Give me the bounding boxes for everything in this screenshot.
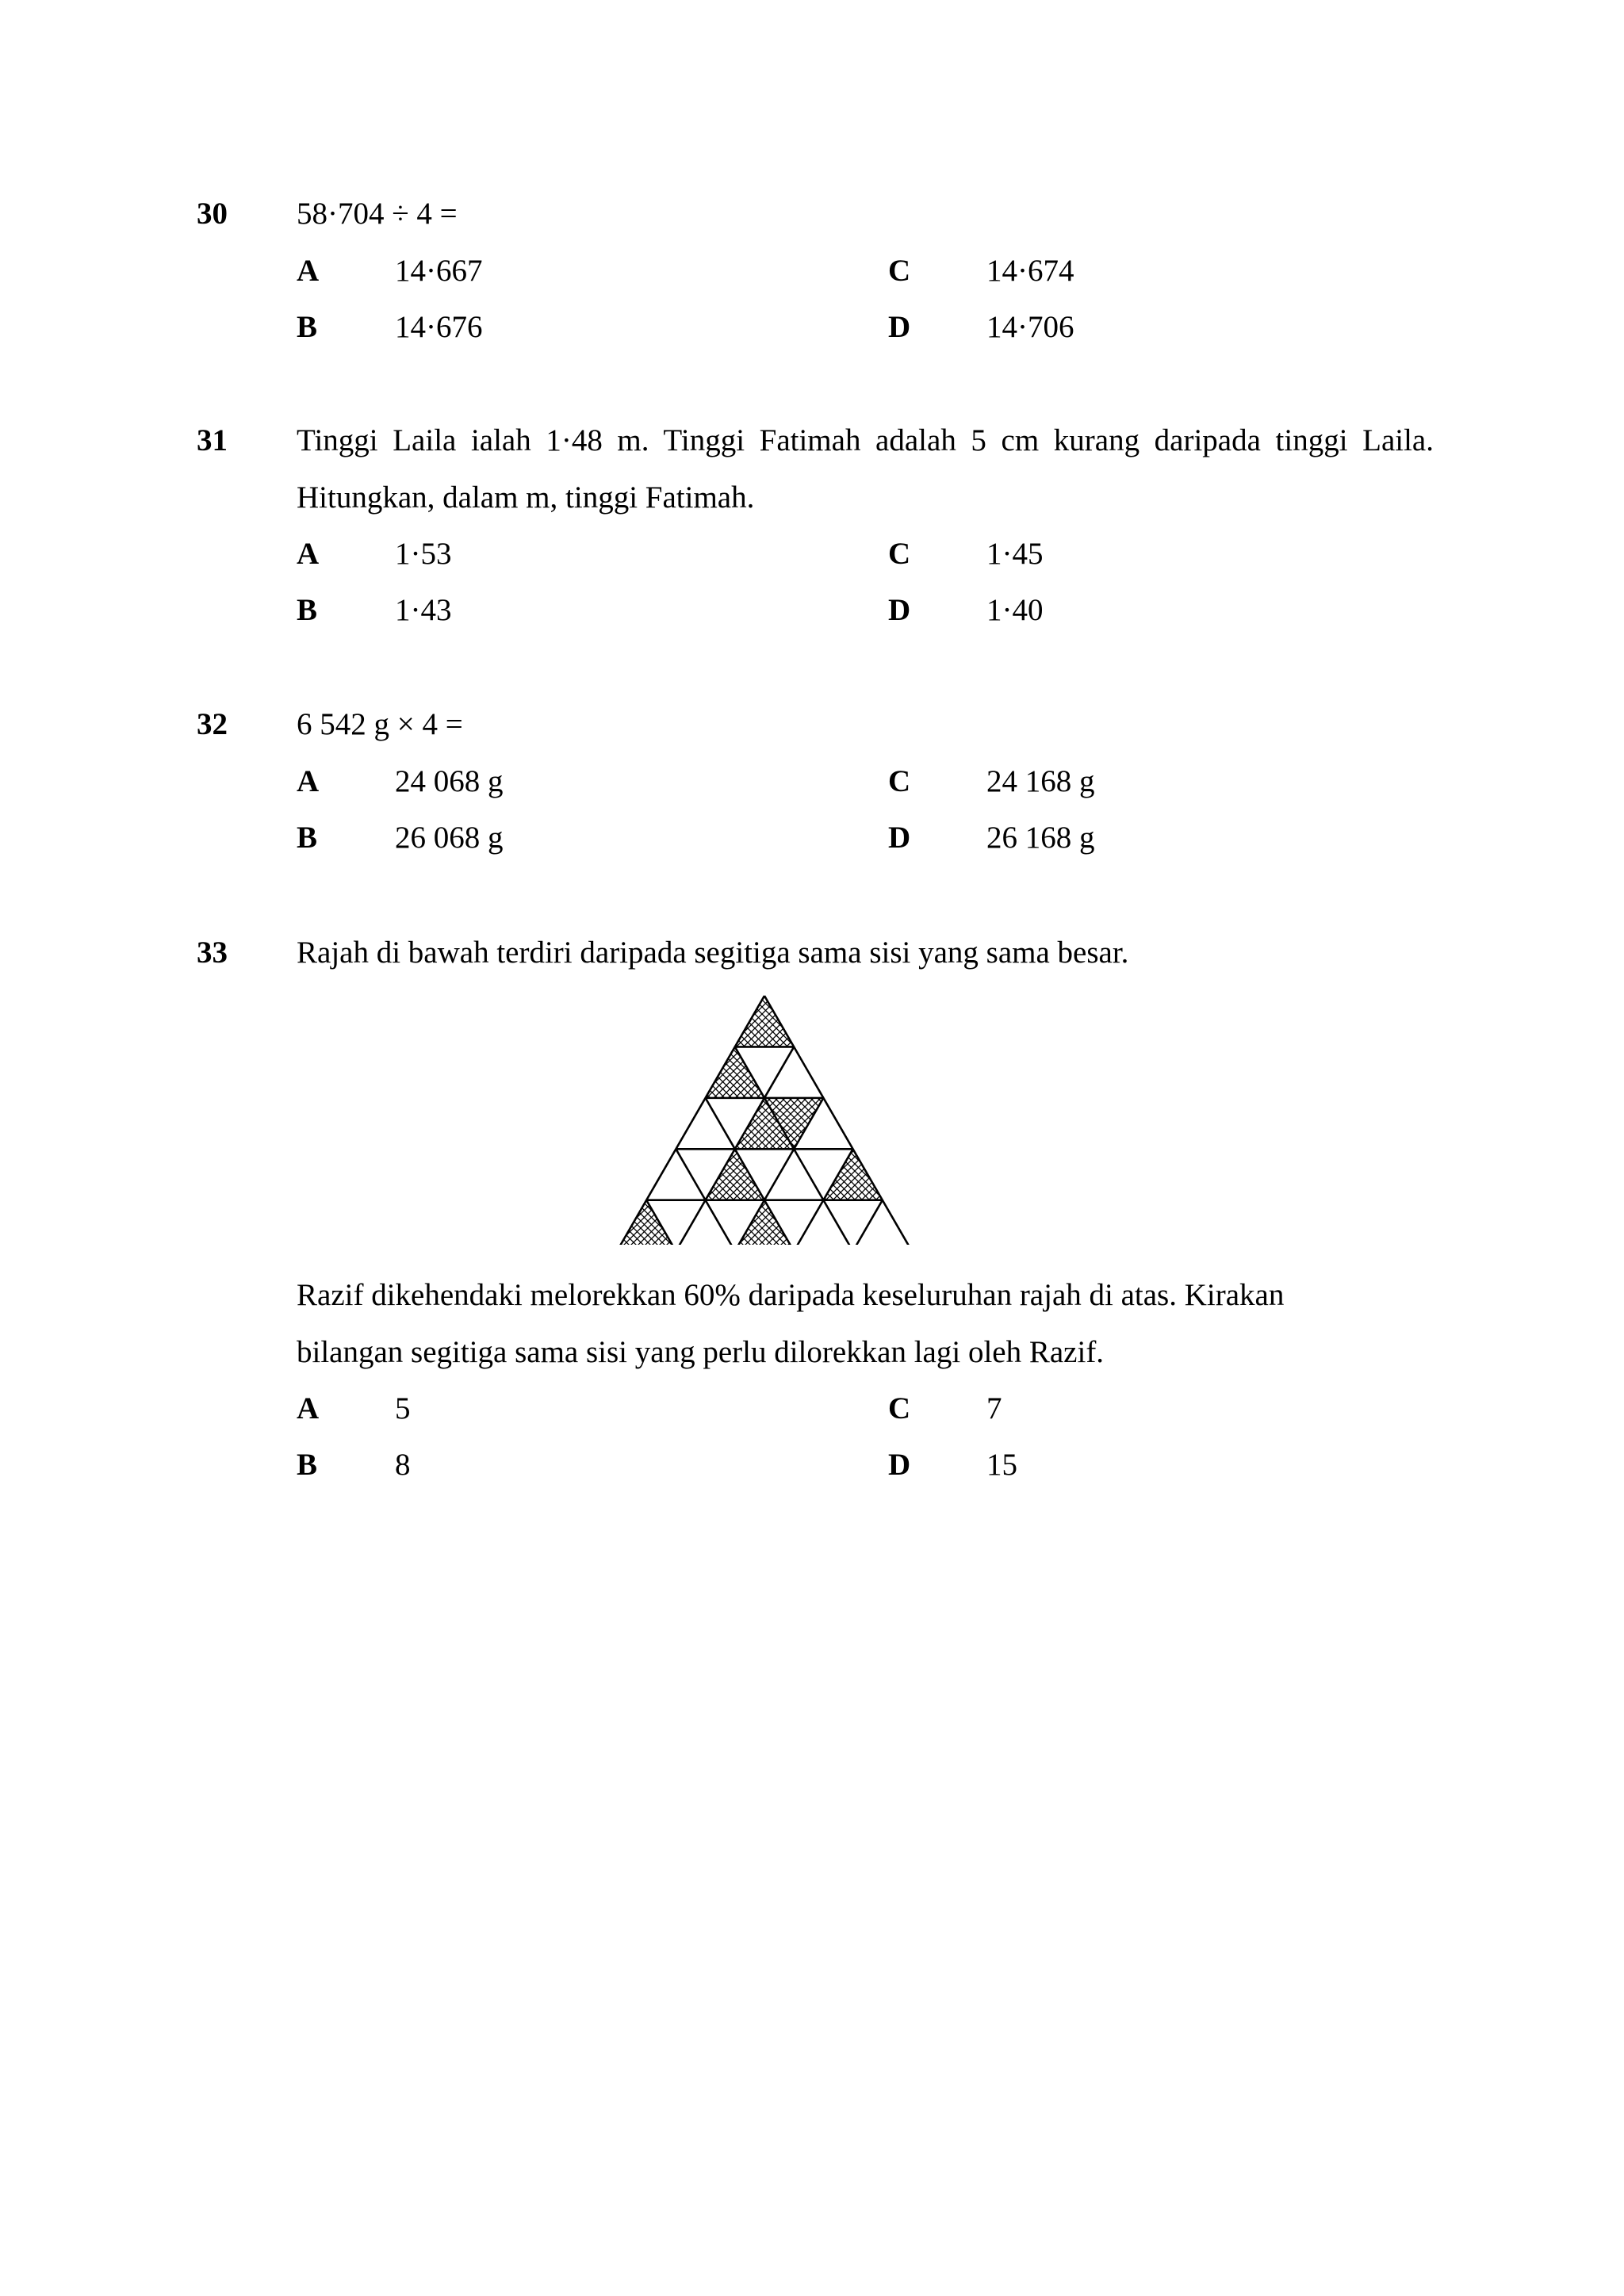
question-number: 30 xyxy=(197,197,228,231)
option-a[interactable] xyxy=(297,1390,693,1428)
option-letter: D xyxy=(888,310,911,344)
shaded-triangle xyxy=(735,996,794,1047)
question-text-line-1: Tinggi Laila ialah 1·48 m. Tinggi Fatimah adalah 5 cm kurang daripada tinggi Laila. xyxy=(297,423,1434,457)
option-a[interactable] xyxy=(297,763,693,801)
question-number: 33 xyxy=(197,936,228,970)
option-letter: B xyxy=(297,821,318,855)
option-value: 14·706 xyxy=(986,310,1074,344)
option-d[interactable] xyxy=(888,591,1285,629)
option-letter: C xyxy=(888,764,911,798)
option-letter: C xyxy=(888,254,911,288)
question-text-line-2: bilangan segitiga sama sisi yang perlu dilorekkan lagi oleh Razif. xyxy=(297,1335,1105,1369)
option-b[interactable] xyxy=(297,308,693,346)
option-value: 5 xyxy=(395,1391,411,1425)
shaded-triangle xyxy=(706,1047,764,1097)
option-c[interactable] xyxy=(888,1390,1285,1428)
option-letter: D xyxy=(888,593,911,627)
option-d[interactable] xyxy=(888,819,1285,857)
grid-line xyxy=(617,996,764,1245)
triangle xyxy=(676,1200,734,1245)
option-letter: B xyxy=(297,310,318,344)
option-value: 1·53 xyxy=(395,537,452,571)
option-letter: C xyxy=(888,537,911,571)
option-a[interactable] xyxy=(297,535,693,573)
option-b[interactable] xyxy=(297,591,693,629)
question-text-line-2: Hitungkan, dalam m, tinggi Fatimah. xyxy=(297,480,755,515)
option-letter: A xyxy=(297,254,320,288)
option-c[interactable] xyxy=(888,535,1285,573)
option-letter: C xyxy=(888,1391,911,1425)
option-value: 7 xyxy=(986,1391,1002,1425)
option-value: 24 168 g xyxy=(986,764,1095,798)
option-value: 15 xyxy=(986,1448,1017,1482)
question-text-line-1: Razif dikehendaki melorekkan 60% daripada keseluruhan rajah di atas. Kirakan xyxy=(297,1278,1285,1312)
option-c[interactable] xyxy=(888,252,1285,290)
triangle xyxy=(676,1098,734,1149)
option-letter: A xyxy=(297,537,320,571)
option-value: 1·45 xyxy=(986,537,1044,571)
option-value: 14·674 xyxy=(986,254,1074,288)
option-value: 8 xyxy=(395,1448,411,1482)
triangle xyxy=(794,1200,852,1245)
grid-line xyxy=(853,1200,883,1245)
option-value: 14·676 xyxy=(395,310,483,344)
option-letter: D xyxy=(888,821,911,855)
shaded-triangle xyxy=(735,1200,794,1245)
option-value: 1·40 xyxy=(986,593,1044,627)
option-value: 26 068 g xyxy=(395,821,504,855)
shaded-triangle xyxy=(823,1149,882,1200)
option-value: 1·43 xyxy=(395,593,452,627)
triangle xyxy=(646,1149,705,1200)
shaded-triangle xyxy=(617,1200,676,1245)
triangle xyxy=(764,1047,823,1097)
question-number: 32 xyxy=(197,707,228,741)
option-letter: A xyxy=(297,764,320,798)
option-b[interactable] xyxy=(297,819,693,857)
triangle xyxy=(764,1149,823,1200)
option-a[interactable] xyxy=(297,252,693,290)
option-value: 14·667 xyxy=(395,254,483,288)
option-value: 24 068 g xyxy=(395,764,504,798)
question-text: 58·704 ÷ 4 = xyxy=(297,197,458,231)
option-b[interactable] xyxy=(297,1446,693,1484)
option-d[interactable] xyxy=(888,1446,1285,1484)
option-d[interactable] xyxy=(888,308,1285,346)
triangle-figure xyxy=(612,993,917,1245)
question-number: 31 xyxy=(197,423,228,457)
option-letter: B xyxy=(297,593,318,627)
question-text: 6 542 g × 4 = xyxy=(297,707,463,741)
option-letter: B xyxy=(297,1448,318,1482)
option-letter: A xyxy=(297,1391,320,1425)
option-value: 26 168 g xyxy=(986,821,1095,855)
option-c[interactable] xyxy=(888,763,1285,801)
shaded-triangle xyxy=(706,1149,764,1200)
option-letter: D xyxy=(888,1448,911,1482)
question-text: Rajah di bawah terdiri daripada segitiga sama sisi yang sama besar. xyxy=(297,936,1129,970)
triangle xyxy=(823,1200,882,1245)
triangle xyxy=(853,1200,912,1245)
